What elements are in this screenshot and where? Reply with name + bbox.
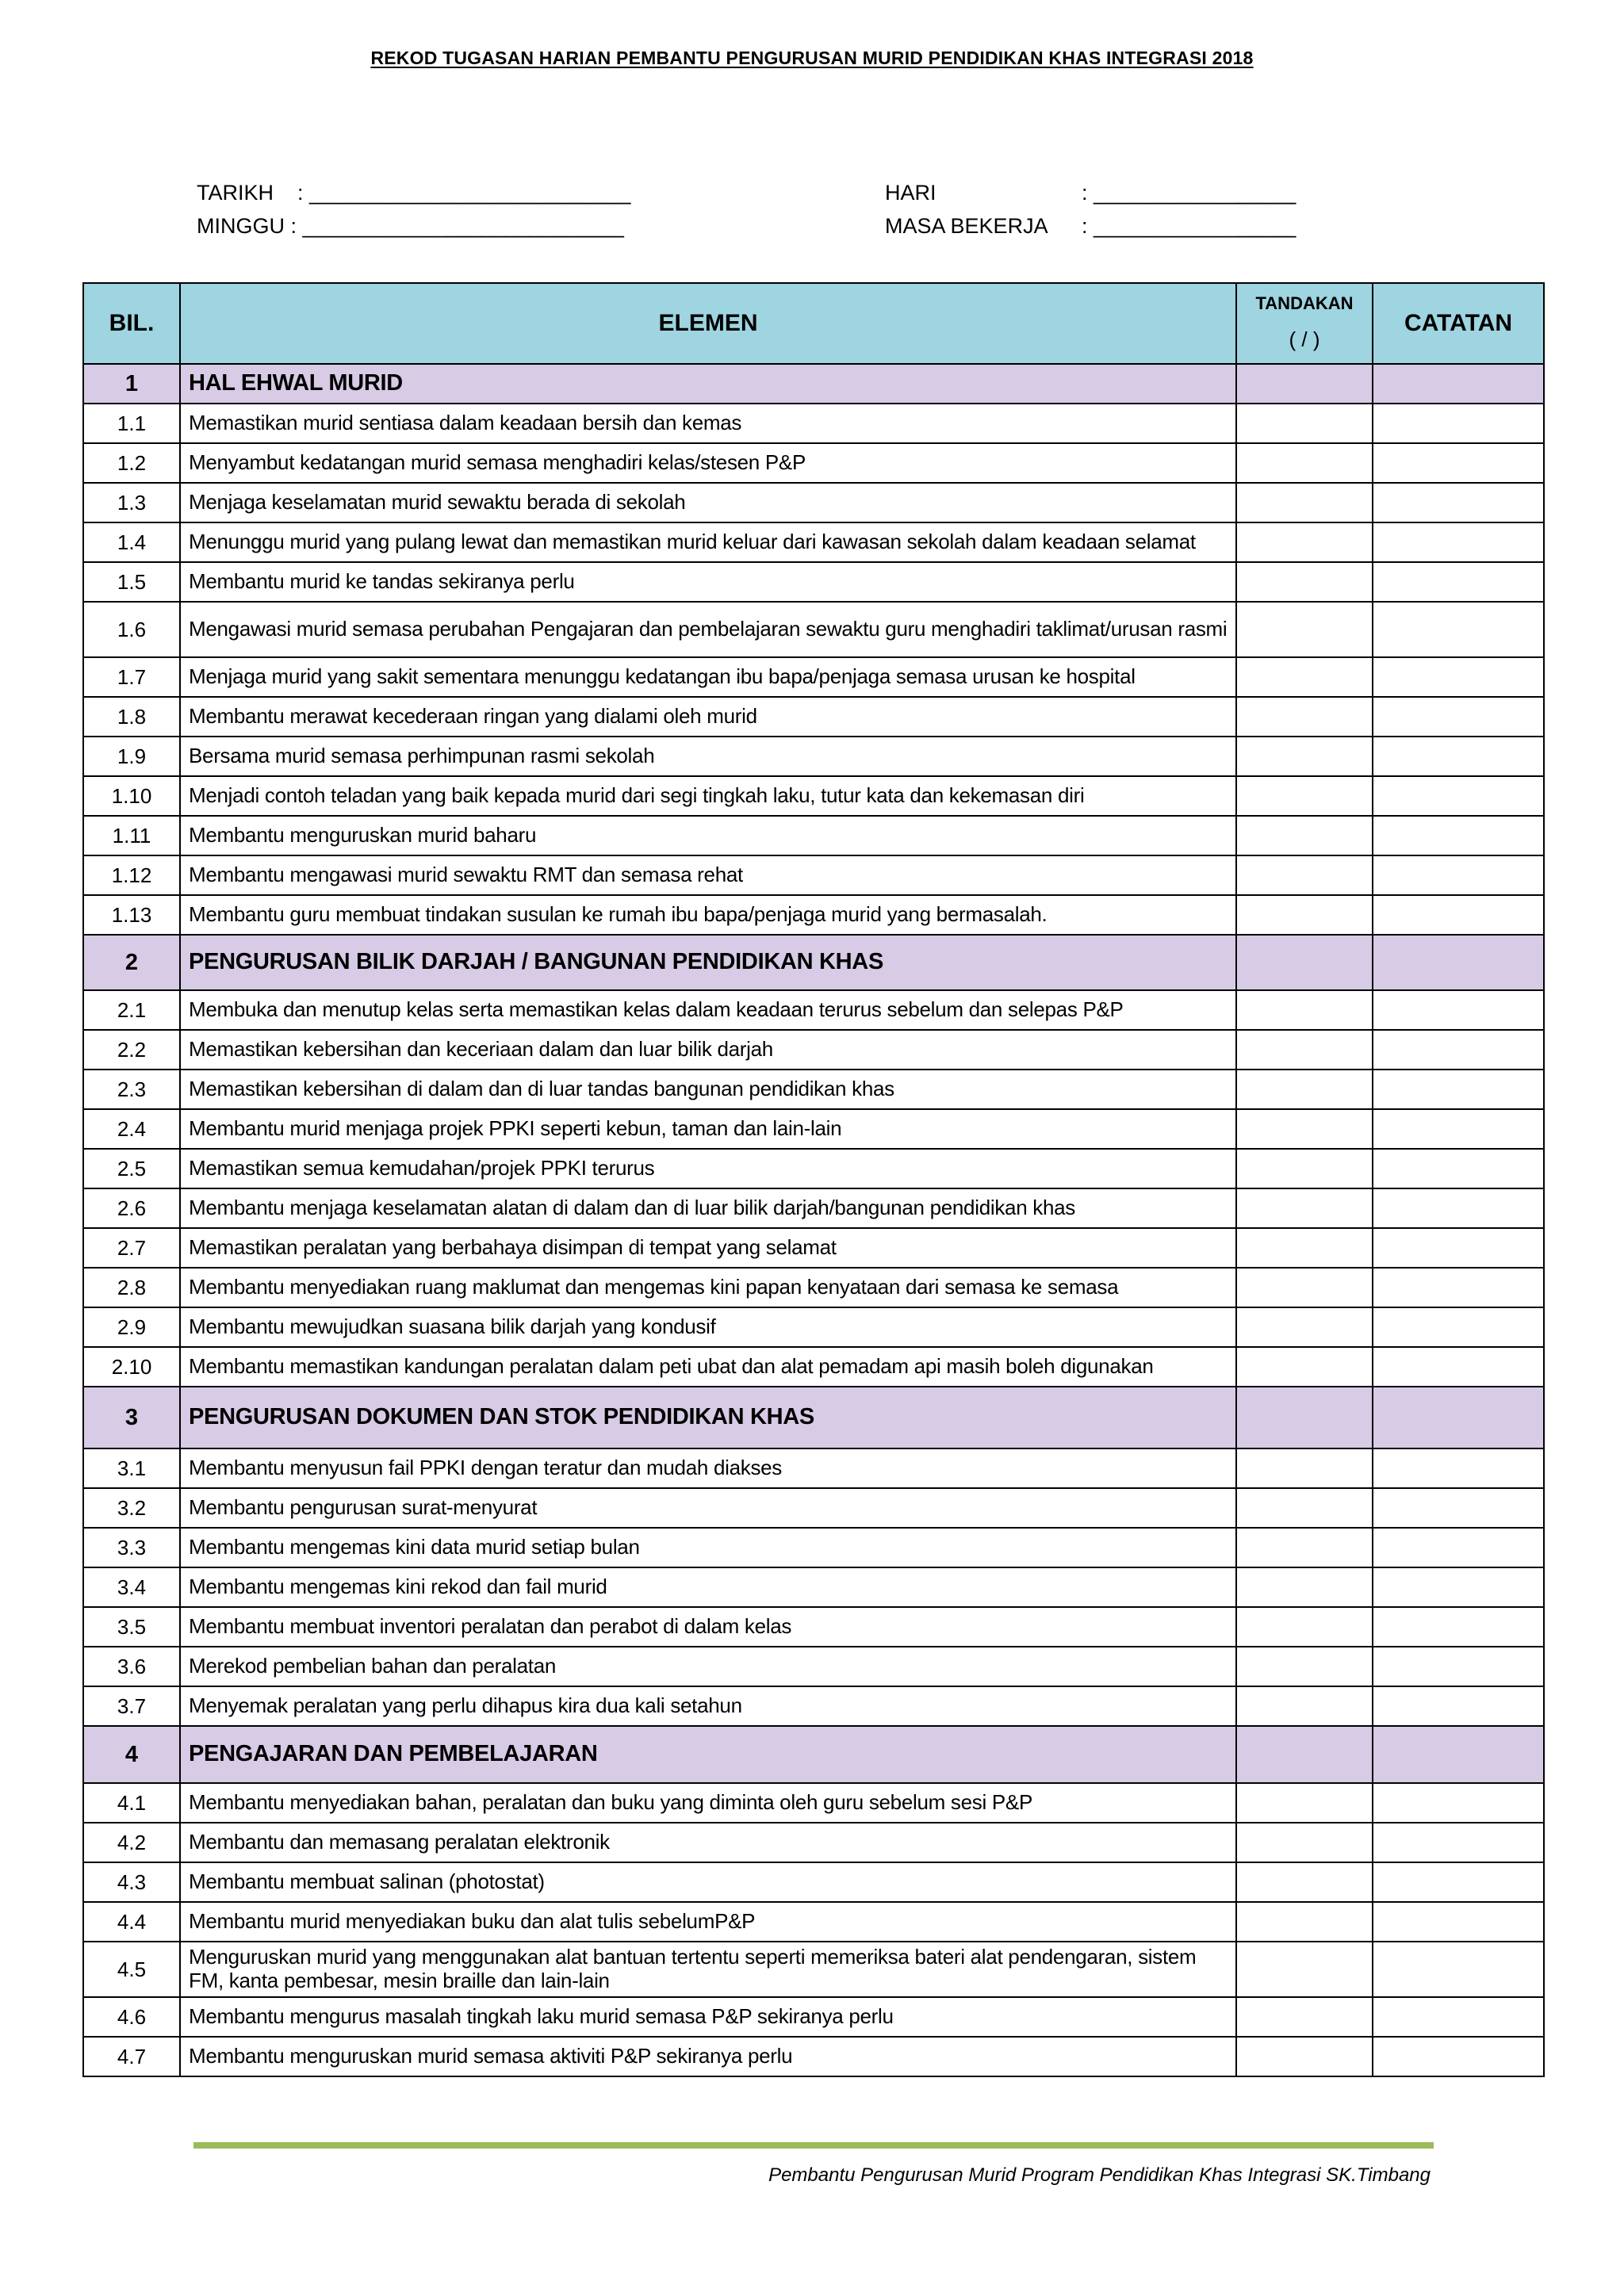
task-row [83, 1567, 1544, 1607]
task-row [83, 657, 1544, 697]
document-title-text: REKOD TUGASAN HARIAN PEMBANTU PENGURUSAN MURID PENDIDIKAN KHAS INTEGRASI 2018 [370, 48, 1254, 68]
tindakan-checkbox-cell[interactable] [1236, 1528, 1373, 1567]
tindakan-checkbox-cell[interactable] [1236, 1647, 1373, 1686]
catatan-cell[interactable] [1373, 776, 1544, 816]
task-number: 4.7 [83, 2037, 180, 2076]
tindakan-checkbox-cell[interactable] [1236, 1997, 1373, 2037]
task-number: 1.11 [83, 816, 180, 855]
task-description: Menguruskan murid yang menggunakan alat bantuan tertentu seperti memeriksa bateri alat pendengaran, sistem FM, kanta pembesar, mesin braille dan lain-lain [180, 1942, 1236, 1997]
task-row [83, 1149, 1544, 1188]
header-tindakan [1236, 283, 1373, 364]
catatan-cell[interactable] [1373, 737, 1544, 776]
task-description: Menjaga keselamatan murid sewaktu berada di sekolah [180, 483, 1236, 522]
task-number: 2.6 [83, 1188, 180, 1228]
header-elemen: ELEMEN [180, 283, 1236, 364]
tindakan-checkbox-cell[interactable] [1236, 1783, 1373, 1823]
task-description: Membantu mewujudkan suasana bilik darjah yang kondusif [180, 1307, 1236, 1347]
masa-bekerja-label: MASA BEKERJA [885, 214, 1048, 238]
task-row [83, 737, 1544, 776]
task-number: 4.5 [83, 1942, 180, 1997]
task-row [83, 855, 1544, 895]
task-row [83, 1228, 1544, 1268]
task-description: Membantu menguruskan murid baharu [180, 816, 1236, 855]
task-row [83, 1070, 1544, 1109]
tindakan-checkbox-cell[interactable] [1236, 1268, 1373, 1307]
tindakan-checkbox-cell[interactable] [1236, 1902, 1373, 1942]
header-catatan: CATATAN [1373, 283, 1544, 364]
document-title [0, 48, 1624, 69]
footer-divider [193, 2142, 1434, 2149]
tindakan-checkbox-cell[interactable] [1236, 1228, 1373, 1268]
tindakan-checkbox-cell[interactable] [1236, 1070, 1373, 1109]
task-row [83, 895, 1544, 935]
catatan-cell[interactable] [1373, 602, 1544, 657]
section-title: HAL EHWAL MURID [180, 364, 1236, 404]
tindakan-checkbox-cell[interactable] [1236, 1607, 1373, 1647]
header-tindakan-mark: ( / ) [1289, 327, 1320, 352]
section-number: 2 [83, 935, 180, 990]
task-row [83, 443, 1544, 483]
catatan-cell[interactable] [1373, 1188, 1544, 1228]
task-number: 3.5 [83, 1607, 180, 1647]
task-row [83, 1997, 1544, 2037]
tindakan-checkbox-cell[interactable] [1236, 443, 1373, 483]
task-row [83, 1647, 1544, 1686]
task-row [83, 1862, 1544, 1902]
task-row [83, 1268, 1544, 1307]
task-number: 4.2 [83, 1823, 180, 1862]
catatan-cell[interactable] [1373, 1902, 1544, 1942]
task-row [83, 1607, 1544, 1647]
task-number: 2.3 [83, 1070, 180, 1109]
task-description: Membantu murid menyediakan buku dan alat tulis sebelumP&P [180, 1902, 1236, 1942]
tindakan-checkbox-cell[interactable] [1236, 404, 1373, 443]
catatan-cell[interactable] [1373, 1307, 1544, 1347]
task-number: 1.13 [83, 895, 180, 935]
task-row [83, 483, 1544, 522]
task-description: Membantu merawat kecederaan ringan yang dialami oleh murid [180, 697, 1236, 737]
task-number: 1.8 [83, 697, 180, 737]
task-number: 4.6 [83, 1997, 180, 2037]
hari-label: HARI [885, 181, 936, 205]
tindakan-checkbox-cell[interactable] [1236, 522, 1373, 562]
section-number: 3 [83, 1387, 180, 1448]
task-row [83, 1942, 1544, 1997]
task-number: 2.5 [83, 1149, 180, 1188]
task-description: Membantu menjaga keselamatan alatan di dalam dan di luar bilik darjah/bangunan pendidikan khas [180, 1188, 1236, 1228]
minggu-field[interactable]: MINGGU : ___________________________ [197, 214, 624, 238]
task-description: Membantu dan memasang peralatan elektronik [180, 1823, 1236, 1862]
task-number: 1.5 [83, 562, 180, 602]
task-row [83, 1347, 1544, 1387]
catatan-cell[interactable] [1373, 1268, 1544, 1307]
catatan-cell[interactable] [1373, 522, 1544, 562]
catatan-cell[interactable] [1373, 1686, 1544, 1726]
task-row [83, 1109, 1544, 1149]
catatan-cell[interactable] [1373, 816, 1544, 855]
catatan-cell[interactable] [1373, 895, 1544, 935]
task-description: Membantu membuat inventori peralatan dan perabot di dalam kelas [180, 1607, 1236, 1647]
task-number: 2.8 [83, 1268, 180, 1307]
task-row [83, 1528, 1544, 1567]
tindakan-checkbox-cell[interactable] [1236, 816, 1373, 855]
tindakan-checkbox-cell[interactable] [1236, 562, 1373, 602]
section-tindakan-cell [1236, 1387, 1373, 1448]
task-description: Membantu mengemas kini data murid setiap bulan [180, 1528, 1236, 1567]
catatan-cell[interactable] [1373, 1347, 1544, 1387]
task-description: Membantu menyediakan bahan, peralatan dan buku yang diminta oleh guru sebelum sesi P&P [180, 1783, 1236, 1823]
catatan-cell[interactable] [1373, 1149, 1544, 1188]
task-description: Membantu mengurus masalah tingkah laku murid semasa P&P sekiranya perlu [180, 1997, 1236, 2037]
task-row [83, 2037, 1544, 2076]
task-row [83, 990, 1544, 1030]
task-row [83, 1902, 1544, 1942]
section-tindakan-cell [1236, 364, 1373, 404]
catatan-cell[interactable] [1373, 1997, 1544, 2037]
task-description: Bersama murid semasa perhimpunan rasmi sekolah [180, 737, 1236, 776]
task-row [83, 1448, 1544, 1488]
task-description: Membantu menguruskan murid semasa aktiviti P&P sekiranya perlu [180, 2037, 1236, 2076]
catatan-cell[interactable] [1373, 990, 1544, 1030]
task-row [83, 1188, 1544, 1228]
tindakan-checkbox-cell[interactable] [1236, 1488, 1373, 1528]
catatan-cell[interactable] [1373, 1488, 1544, 1528]
section-catatan-cell [1373, 364, 1544, 404]
task-description: Membantu murid menjaga projek PPKI seperti kebun, taman dan lain-lain [180, 1109, 1236, 1149]
task-row [83, 1030, 1544, 1070]
task-description: Memastikan peralatan yang berbahaya disimpan di tempat yang selamat [180, 1228, 1236, 1268]
tindakan-checkbox-cell[interactable] [1236, 855, 1373, 895]
catatan-cell[interactable] [1373, 1647, 1544, 1686]
section-title: PENGURUSAN DOKUMEN DAN STOK PENDIDIKAN KHAS [180, 1387, 1236, 1448]
task-number: 1.7 [83, 657, 180, 697]
tindakan-checkbox-cell[interactable] [1236, 1823, 1373, 1862]
tindakan-checkbox-cell[interactable] [1236, 1567, 1373, 1607]
catatan-cell[interactable] [1373, 1862, 1544, 1902]
task-number: 2.9 [83, 1307, 180, 1347]
task-number: 1.9 [83, 737, 180, 776]
task-number: 3.6 [83, 1647, 180, 1686]
task-number: 2.4 [83, 1109, 180, 1149]
task-description: Menyambut kedatangan murid semasa menghadiri kelas/stesen P&P [180, 443, 1236, 483]
task-description: Membantu guru membuat tindakan susulan ke rumah ibu bapa/penjaga murid yang bermasalah. [180, 895, 1236, 935]
tindakan-checkbox-cell[interactable] [1236, 697, 1373, 737]
task-number: 4.1 [83, 1783, 180, 1823]
task-number: 2.10 [83, 1347, 180, 1387]
section-row [83, 1726, 1544, 1783]
task-number: 4.4 [83, 1902, 180, 1942]
section-row [83, 364, 1544, 404]
catatan-cell[interactable] [1373, 443, 1544, 483]
section-catatan-cell [1373, 1726, 1544, 1783]
catatan-cell[interactable] [1373, 697, 1544, 737]
task-row [83, 522, 1544, 562]
task-number: 3.4 [83, 1567, 180, 1607]
task-number: 1.12 [83, 855, 180, 895]
task-number: 2.1 [83, 990, 180, 1030]
task-row [83, 1783, 1544, 1823]
task-row [83, 697, 1544, 737]
section-row [83, 935, 1544, 990]
tarikh-field[interactable]: TARIKH : ___________________________ [197, 181, 631, 205]
task-description: Memastikan murid sentiasa dalam keadaan bersih dan kemas [180, 404, 1236, 443]
task-number: 1.2 [83, 443, 180, 483]
task-table [82, 282, 1545, 2077]
tindakan-checkbox-cell[interactable] [1236, 657, 1373, 697]
task-description: Mengawasi murid semasa perubahan Pengajaran dan pembelajaran sewaktu guru menghadiri taklimat/urusan rasmi [180, 602, 1236, 657]
footer-text: Pembantu Pengurusan Murid Program Pendidikan Khas Integrasi SK.Timbang [768, 2164, 1431, 2186]
tindakan-checkbox-cell[interactable] [1236, 1862, 1373, 1902]
catatan-cell[interactable] [1373, 2037, 1544, 2076]
section-tindakan-cell [1236, 935, 1373, 990]
task-number: 1.6 [83, 602, 180, 657]
tindakan-checkbox-cell[interactable] [1236, 895, 1373, 935]
task-table-body [83, 364, 1544, 2076]
task-row [83, 1686, 1544, 1726]
task-description: Membantu murid ke tandas sekiranya perlu [180, 562, 1236, 602]
task-number: 3.3 [83, 1528, 180, 1567]
catatan-cell[interactable] [1373, 1942, 1544, 1997]
task-description: Membantu menyusun fail PPKI dengan teratur dan mudah diakses [180, 1448, 1236, 1488]
task-description: Menjaga murid yang sakit sementara menunggu kedatangan ibu bapa/penjaga semasa urusan ke hospital [180, 657, 1236, 697]
catatan-cell[interactable] [1373, 657, 1544, 697]
tindakan-checkbox-cell[interactable] [1236, 1686, 1373, 1726]
task-description: Membantu mengawasi murid sewaktu RMT dan semasa rehat [180, 855, 1236, 895]
task-description: Menunggu murid yang pulang lewat dan memastikan murid keluar dari kawasan sekolah dalam keadaan selamat [180, 522, 1236, 562]
task-row [83, 602, 1544, 657]
task-description: Membantu membuat salinan (photostat) [180, 1862, 1236, 1902]
section-title: PENGAJARAN DAN PEMBELAJARAN [180, 1726, 1236, 1783]
header-bil: BIL. [83, 283, 180, 364]
catatan-cell[interactable] [1373, 562, 1544, 602]
task-row [83, 816, 1544, 855]
catatan-cell[interactable] [1373, 1109, 1544, 1149]
tindakan-checkbox-cell[interactable] [1236, 1347, 1373, 1387]
header-tindakan-label: TANDAKAN [1255, 293, 1354, 314]
task-row [83, 1823, 1544, 1862]
catatan-cell[interactable] [1373, 1070, 1544, 1109]
hari-field[interactable]: : _________________ [1082, 181, 1297, 205]
tindakan-checkbox-cell[interactable] [1236, 990, 1373, 1030]
tindakan-checkbox-cell[interactable] [1236, 483, 1373, 522]
tindakan-checkbox-cell[interactable] [1236, 1030, 1373, 1070]
tindakan-checkbox-cell[interactable] [1236, 737, 1373, 776]
task-row [83, 1488, 1544, 1528]
tindakan-checkbox-cell[interactable] [1236, 1109, 1373, 1149]
task-description: Membuka dan menutup kelas serta memastikan kelas dalam keadaan terurus sebelum dan selepas P&P [180, 990, 1236, 1030]
task-description: Menjadi contoh teladan yang baik kepada murid dari segi tingkah laku, tutur kata dan kekemasan diri [180, 776, 1236, 816]
tindakan-checkbox-cell[interactable] [1236, 1149, 1373, 1188]
catatan-cell[interactable] [1373, 1783, 1544, 1823]
task-row [83, 1307, 1544, 1347]
section-title: PENGURUSAN BILIK DARJAH / BANGUNAN PENDIDIKAN KHAS [180, 935, 1236, 990]
tindakan-checkbox-cell[interactable] [1236, 1448, 1373, 1488]
tindakan-checkbox-cell[interactable] [1236, 1942, 1373, 1997]
task-number: 3.2 [83, 1488, 180, 1528]
catatan-cell[interactable] [1373, 1607, 1544, 1647]
task-row [83, 776, 1544, 816]
task-description: Menyemak peralatan yang perlu dihapus kira dua kali setahun [180, 1686, 1236, 1726]
catatan-cell[interactable] [1373, 1823, 1544, 1862]
catatan-cell[interactable] [1373, 404, 1544, 443]
section-catatan-cell [1373, 1387, 1544, 1448]
task-number: 4.3 [83, 1862, 180, 1902]
task-description: Membantu memastikan kandungan peralatan dalam peti ubat dan alat pemadam api masih boleh digunakan [180, 1347, 1236, 1387]
masa-bekerja-field[interactable]: : _________________ [1082, 214, 1297, 238]
catatan-cell[interactable] [1373, 1567, 1544, 1607]
tindakan-checkbox-cell[interactable] [1236, 1307, 1373, 1347]
tindakan-checkbox-cell[interactable] [1236, 602, 1373, 657]
task-number: 2.2 [83, 1030, 180, 1070]
task-number: 3.1 [83, 1448, 180, 1488]
catatan-cell[interactable] [1373, 1448, 1544, 1488]
section-number: 1 [83, 364, 180, 404]
section-catatan-cell [1373, 935, 1544, 990]
catatan-cell[interactable] [1373, 1030, 1544, 1070]
task-description: Membantu mengemas kini rekod dan fail murid [180, 1567, 1236, 1607]
catatan-cell[interactable] [1373, 855, 1544, 895]
tindakan-checkbox-cell[interactable] [1236, 776, 1373, 816]
catatan-cell[interactable] [1373, 1228, 1544, 1268]
catatan-cell[interactable] [1373, 1528, 1544, 1567]
task-number: 1.4 [83, 522, 180, 562]
catatan-cell[interactable] [1373, 483, 1544, 522]
task-description: Membantu pengurusan surat-menyurat [180, 1488, 1236, 1528]
tindakan-checkbox-cell[interactable] [1236, 2037, 1373, 2076]
section-number: 4 [83, 1726, 180, 1783]
task-description: Membantu menyediakan ruang maklumat dan mengemas kini papan kenyataan dari semasa ke semasa [180, 1268, 1236, 1307]
section-row [83, 1387, 1544, 1448]
task-row [83, 404, 1544, 443]
task-row [83, 562, 1544, 602]
task-description: Memastikan semua kemudahan/projek PPKI terurus [180, 1149, 1236, 1188]
task-number: 1.1 [83, 404, 180, 443]
task-description: Merekod pembelian bahan dan peralatan [180, 1647, 1236, 1686]
task-description: Memastikan kebersihan di dalam dan di luar tandas bangunan pendidikan khas [180, 1070, 1236, 1109]
task-description: Memastikan kebersihan dan keceriaan dalam dan luar bilik darjah [180, 1030, 1236, 1070]
task-number: 3.7 [83, 1686, 180, 1726]
task-number: 1.3 [83, 483, 180, 522]
task-number: 2.7 [83, 1228, 180, 1268]
task-number: 1.10 [83, 776, 180, 816]
tindakan-checkbox-cell[interactable] [1236, 1188, 1373, 1228]
section-tindakan-cell [1236, 1726, 1373, 1783]
